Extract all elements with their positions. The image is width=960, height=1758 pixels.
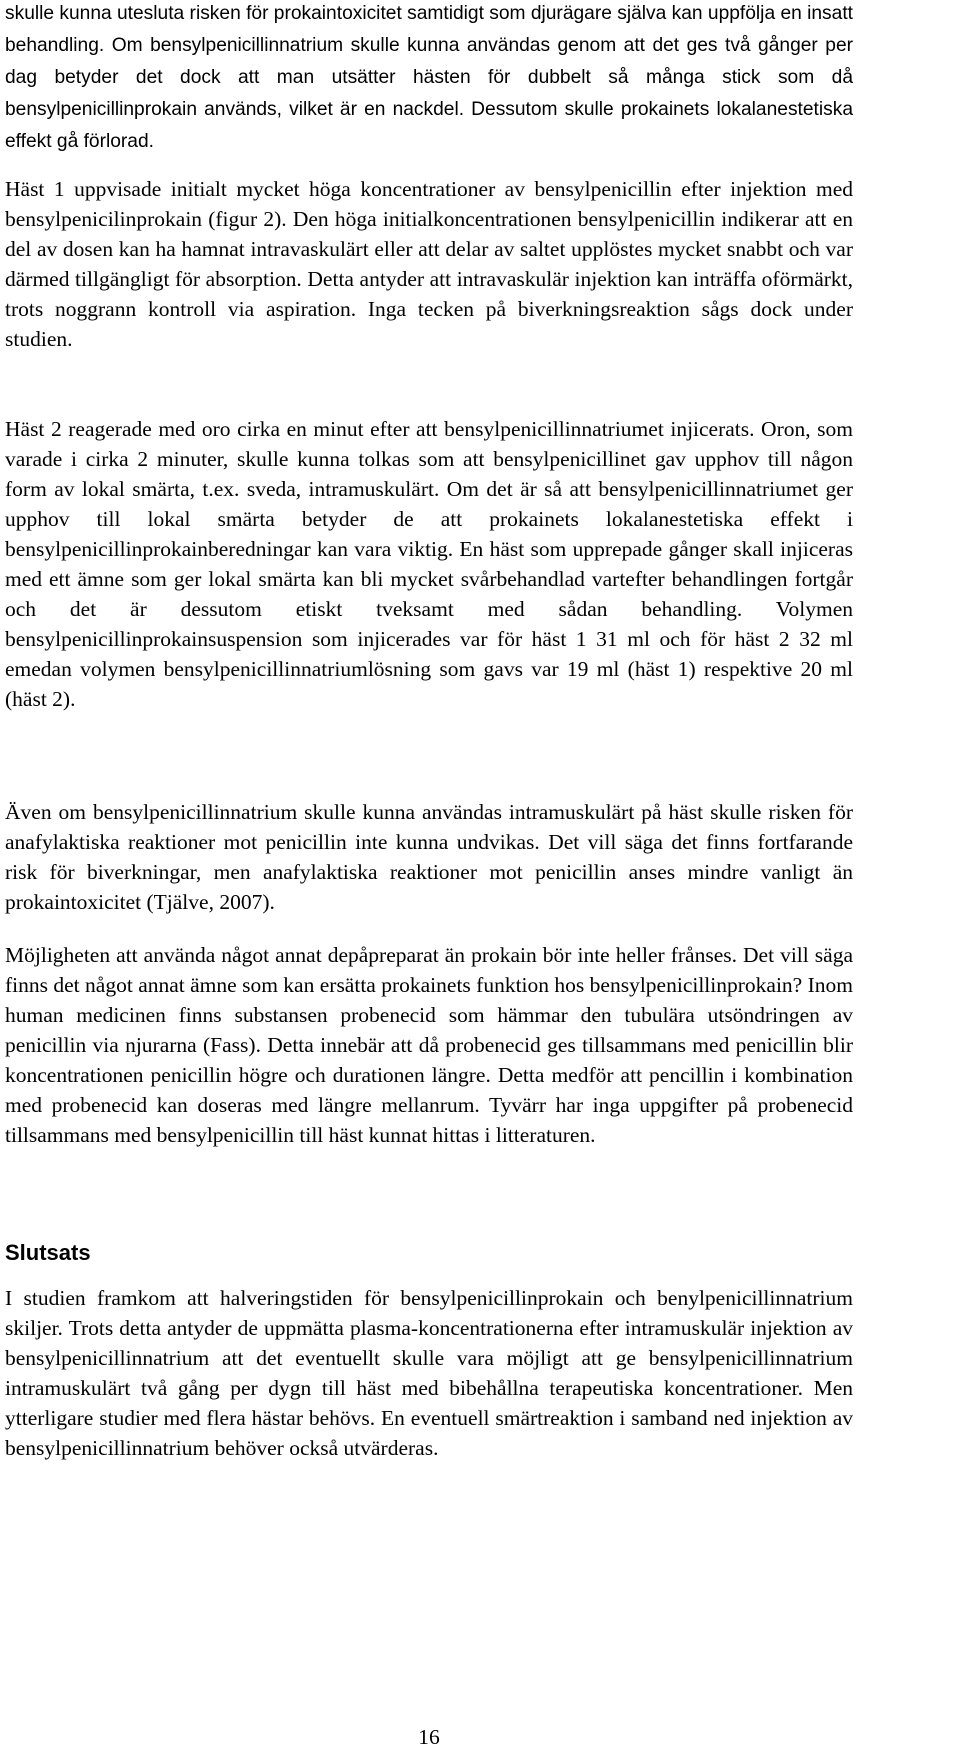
paragraph-top	[5, 0, 853, 157]
paragraph-anaphylaxis: Även om bensylpenicillinnatrium skulle kunna användas intramuskulärt på häst skulle risken för anafylaktiska reaktioner mot penicillin inte kunna undvikas. Det vill säga det finns fortfarande risk för biverkningar, men anafylaktiska reaktioner mot penicillin anses mindre vanligt än prokaintoxicitet (Tjälve, 2007).	[5, 800, 853, 914]
page-number	[5, 1722, 853, 1752]
paragraph-probenecid: Möjligheten att använda något annat depåpreparat än prokain bör inte heller frånses. Det vill säga finns det något annat ämne som kan ersätta prokainets funktion hos bensylpenicillinprokain? Inom human medicinen finns substansen probenecid som hämmar den tubulära utsöndringen av penicillin via njurarna (Fass). Detta innebär att då probenecid ges tillsammans med penicillin blir koncentrationen penicillin högre och durationen längre. Detta medför att pencillin i kombination med probenecid kan doseras med längre mellanrum. Tyvärr har inga uppgifter på probenecid tillsammans med bensylpenicillin till häst kunnat hittas i litteraturen.	[5, 943, 853, 1147]
paragraph-conclusions: I studien framkom att halveringstiden för bensylpenicillinprokain och benylpenicillinnatrium skiljer. Trots detta antyder de uppmätta plasma-koncentrationerna efter intramuskulär injektion av bensylpenicillinnatrium att det eventuellt skulle vara möjligt att ge bensylpenicillinnatrium intramuskulärt två gång per dygn till häst med bibehållna terapeutiska koncentrationer. Men ytterligare studier med flera hästar behövs. En eventuell smärtreaktion i samband ned injektion av bensylpenicillinnatrium behöver också utvärderas.	[5, 1286, 853, 1460]
section-heading-conclusions: Slutsats	[5, 1240, 91, 1265]
paragraph-horse-1: Häst 1 uppvisade initialt mycket höga koncentrationer av bensylpenicillin efter injektion med bensylpenicilinprokain (figur 2). Den höga initialkoncentrationen bensylpenicillin indikerar att en del av dosen kan ha hamnat intravaskulärt eller att delar av saltet upplöstes mycket snabbt och var därmed tillgängligt för absorption. Detta antyder att intravaskulär injektion kan inträffa oförmärkt, trots noggrann kontroll via aspiration. Inga tecken på biverkningsreaktion sågs dock under studien.	[5, 177, 853, 351]
paragraph-top-text: skulle kunna utesluta risken för prokaintoxicitet samtidigt som djurägare själva kan uppfölja en insatt behandling. Om bensylpenicillinnatrium skulle kunna användas genom att det ges två gånger per dag betyder det dock att man utsätter hästen för dubbelt så många stick som då bensylpenicillinprokain används, vilket är en nackdel. Dessutom skulle prokainets lokalanestetiska effekt gå förlorad.	[5, 3, 853, 152]
paragraph-horse-2: Häst 2 reagerade med oro cirka en minut efter att bensylpenicillinnatriumet injicerats. Oron, som varade i cirka 2 minuter, skulle kunna tolkas som att bensylpenicillinet gav upphov till någon form av lokal smärta, t.ex. sveda, intramuskulärt. Om det är så att bensylpenicillinnatriumet ger upphov till lokal smärta betyder de att prokainets lokalanestetiska effekt i bensylpenicillinprokainberedningar kan vara viktig. En häst som upprepade gånger skall injiceras med ett ämne som ger lokal smärta kan bli mycket svårbehandlad vartefter behandlingen fortgår och det är dessutom etiskt tveksamt med sådan behandling. Volymen bensylpenicillinprokainsuspension som injicerades var för häst 1 31 ml och för häst 2 32 ml emedan volymen bensylpenicillinnatriumlösning som gavs var 19 ml (häst 1) respektive 20 ml (häst 2).	[5, 417, 853, 711]
page-number-text: 16	[418, 1725, 440, 1749]
